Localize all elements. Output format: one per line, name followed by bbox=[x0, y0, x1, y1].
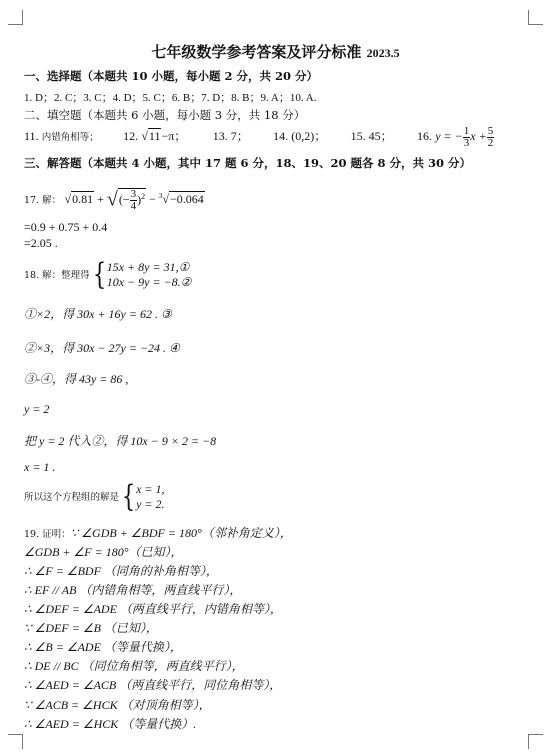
q18-step-4: y = 2 bbox=[24, 402, 50, 416]
q18-sol-1: x = 1, bbox=[136, 482, 165, 496]
q18-solution: 所以这个方程组的解是{ x = 1, y = 2. bbox=[24, 479, 165, 514]
fill-answer-14: (0,2)； bbox=[291, 129, 327, 143]
title-year: 2023.5 bbox=[366, 46, 400, 60]
q18-step-3: ③-④，得 43y = 86 , bbox=[24, 372, 129, 386]
q19-line-6: ∵ ∠DEF = ∠B （已知）， bbox=[24, 621, 158, 635]
q18-step-5: 把 y = 2 代入②，得 10x − 9 × 2 = −8 bbox=[24, 434, 217, 448]
page-title bbox=[0, 41, 551, 62]
section-fill-heading: 二、填空题（本题共 6 小题，每小题 3 分，共 18 分） bbox=[24, 108, 306, 122]
q19-line-3: ∴ ∠F = ∠BDF （同角的补角相等）， bbox=[24, 564, 218, 578]
fill-answer-13: 13. 7； bbox=[212, 129, 249, 143]
fill-answer-11: 内错角相等； bbox=[41, 132, 99, 143]
q18-eq-1: 15x + 8y = 31,① bbox=[106, 260, 190, 274]
q19-line-4: ∴ EF // AB （内错角相等，两直线平行）， bbox=[24, 583, 242, 597]
title-main: 七年级数学参考答案及评分标准 bbox=[151, 43, 362, 61]
q17-step-2: =2.05 . bbox=[24, 236, 58, 250]
q18-step-6: x = 1 . bbox=[24, 460, 56, 474]
fill-answer-15: 15. 45； bbox=[350, 129, 393, 143]
q19-line-7: ∴ ∠B = ∠ADE （等量代换）， bbox=[24, 640, 182, 654]
fill-answers: 11. 内错角相等； 12. √11−π； 13. 7； 14. (0,2)； 15. 45； 16. y = − $\frac{1}{3}$ x + $\frac{5}{2}$ bbox=[24, 125, 494, 149]
q19-line-9: ∴ ∠AED = ∠ACB （两直线平行，同位角相等）， bbox=[24, 678, 282, 692]
choice-answers: 1. D；2. C；3. C；4. D；5. C；6. B；7. D；8. B；9. A；10. A. bbox=[24, 92, 317, 104]
q19-line-1: 19. 证明：∵ ∠GDB + ∠BDF = 180°（邻补角定义）， bbox=[24, 526, 292, 540]
q18-eq-2: 10x − 9y = −8.② bbox=[106, 275, 192, 289]
crop-mark-bottom-left bbox=[8, 734, 23, 749]
crop-mark-top-left bbox=[8, 10, 23, 25]
q19-line-2: ∠GDB + ∠F = 180°（已知）， bbox=[24, 545, 183, 559]
crop-mark-bottom-right bbox=[528, 734, 543, 749]
q18-sol-2: y = 2. bbox=[136, 497, 165, 511]
crop-mark-top-right bbox=[528, 10, 543, 25]
q19-line-10: ∵ ∠ACB = ∠HCK （对顶角相等）， bbox=[24, 698, 211, 712]
q19-line-8: ∴ DE // BC （同位角相等，两直线平行）， bbox=[24, 659, 244, 673]
q18-system: 18. 解：整理得{ 15x + 8y = 31,① 10x − 9y = −8.② bbox=[24, 257, 192, 292]
section-solve-heading: 三、解答题（本题共 4 小题，其中 17 题 6 分，18、19、20 题各 8 分，共 30 分） bbox=[24, 156, 472, 170]
q19-line-11: ∴ ∠AED = ∠HCK （等量代换）. bbox=[24, 717, 197, 731]
fill-answer-16: y = − bbox=[435, 129, 463, 143]
fill-answer-12: √11 bbox=[141, 129, 161, 143]
q18-step-2: ②×3，得 30x − 27y = −24 . ④ bbox=[24, 341, 180, 355]
q18-step-1: ①×2，得 30x + 16y = 62 . ③ bbox=[24, 307, 172, 321]
section-choice-heading: 一、选择题（本题共 10 小题，每小题 2 分，共 20 分） bbox=[24, 69, 319, 83]
q19-line-5: ∴ ∠DEF = ∠ADE （两直线平行，内错角相等）， bbox=[24, 602, 282, 616]
q17-step-1: =0.9 + 0.75 + 0.4 bbox=[24, 220, 108, 234]
q17-expression: 17. 解： √0.81 + √(− $\frac{3}{4}$ )$^2$ − $^3$√−0.064 bbox=[24, 188, 204, 212]
